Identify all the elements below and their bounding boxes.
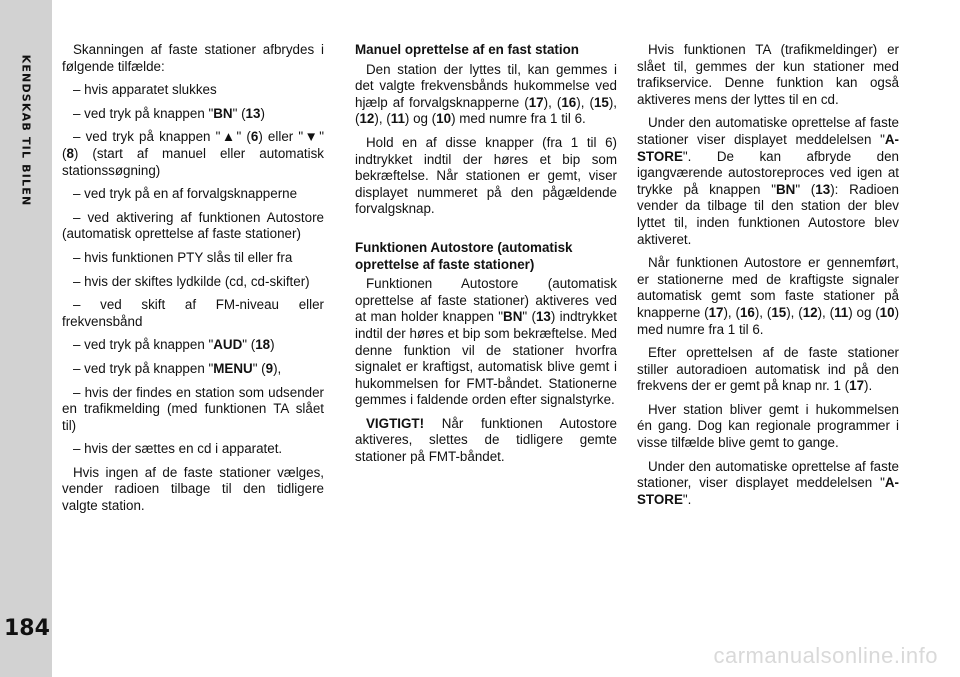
section-title: KENDSKAB TIL BILEN: [19, 54, 33, 206]
page-number: 184: [4, 616, 50, 641]
list-item: – ved aktivering af funktionen Autostore (automatisk oprettelse af faste stationer): [62, 209, 324, 242]
heading-manual-preset: Manuel oprettelse af en fast station: [355, 42, 579, 57]
paragraph: Efter oprettelsen af de faste stationer stiller autoradioen automatisk ind på den frekvens der er gemt på knap nr. 1 (17).: [637, 345, 899, 394]
warning-label: VIGTIGT!: [366, 415, 425, 431]
heading-autostore: Funktionen Autostore (automatisk oprettelse af faste stationer): [355, 239, 573, 272]
paragraph: Når funktionen Autostore er gennemført, er stationerne med de kraftigste signaler automatisk gemt som faste stationer på knapperne (17), (16), (15), (12), (11) og (10) med numre fra 1 til 6.: [637, 255, 900, 337]
list-item: – ved tryk på knappen "MENU" (9),: [73, 360, 282, 376]
paragraph: Den station der lyttes til, kan gemmes i det valgte frekvensbånds hukommelse ved hjælp af forvalgsknapperne (17), (16), (15), (12), (11) og (10) med numre fra 1 til 6.: [355, 61, 618, 127]
intro-paragraph: Skanningen af faste stationer afbrydes i følgende tilfælde:: [62, 42, 324, 74]
list-item: – ved tryk på knappen "AUD" (18): [73, 337, 275, 353]
paragraph: Hold en af disse knapper (fra 1 til 6) indtrykket indtil der høres et bip som bekræftelse. Når stationen er gemt, viser displayet nummeret på den pågældende forvalgsknap.: [355, 134, 617, 217]
list-item: – ved skift af FM-niveau eller frekvensbånd: [62, 297, 324, 329]
list-item: – ved tryk på knappen "▲" (6) eller "▼" (8) (start af manuel eller automatisk stationssøgning): [62, 129, 324, 178]
list-item: – hvis der sættes en cd i apparatet.: [73, 441, 283, 457]
paragraph: Hver station bliver gemt i hukommelsen én gang. Dog kan regionale programmer i visse tilfælde blive gemt to gange.: [637, 401, 899, 451]
list-item: – ved tryk på knappen "BN" (13): [73, 105, 265, 121]
paragraph: Funktionen Autostore (automatisk oprettelse af faste stationer) aktiveres ved at man holder knappen "BN" (13) indtrykket indtil der høres et bip som bekræftelse. Med denne funktion vil de stationer hvorfra signalet er kraftigst, automatisk blive gemt i hukommelsen for FMT-båndet. Stationerne gemmes i faldende orden efter signalstyrke.: [355, 276, 617, 408]
column-middle: [355, 42, 617, 473]
list-item: – hvis der findes en station som udsender en trafikmelding (med funktionen TA slået til): [62, 384, 324, 433]
list-item: – hvis funktionen PTY slås til eller fra: [73, 249, 293, 265]
list-item: – hvis der skiftes lydkilde (cd, cd-skifter): [73, 273, 310, 289]
column-left: [62, 42, 324, 522]
paragraph: Under den automatiske oprettelse af faste stationer viser displayet meddelelsen "A-STORE". De kan afbryde den igangværende autostoreproces ved igen at trykke på knappen "BN" (13): Radioen vender da tilbage til den station der blev lyttet til, inden funktionen Autostore blev aktiveret.: [637, 115, 899, 247]
list-item: – hvis apparatet slukkes: [73, 82, 217, 98]
watermark: carmanualsonline.info: [713, 643, 938, 668]
warning-paragraph: VIGTIGT! Når funktionen Autostore aktiveres, slettes de tidligere gemte stationer på FMT-båndet.: [355, 415, 617, 465]
section-side-band: [0, 0, 52, 677]
paragraph: Hvis funktionen TA (trafikmeldinger) er slået til, gemmes der kun stationer med trafikservice. Denne funktion kan også aktiveres mens der lyttes til en cd.: [637, 42, 899, 107]
section-title-vertical: [14, 45, 38, 215]
paragraph: Under den automatiske oprettelse af faste stationer, viser displayet meddelelsen "A-STORE".: [637, 458, 899, 507]
closing-paragraph: Hvis ingen af de faste stationer vælges, vender radioen tilbage til den tidligere valgte station.: [62, 464, 324, 514]
list-item: – ved tryk på en af forvalgsknapperne: [73, 186, 298, 202]
column-right: [637, 42, 899, 515]
